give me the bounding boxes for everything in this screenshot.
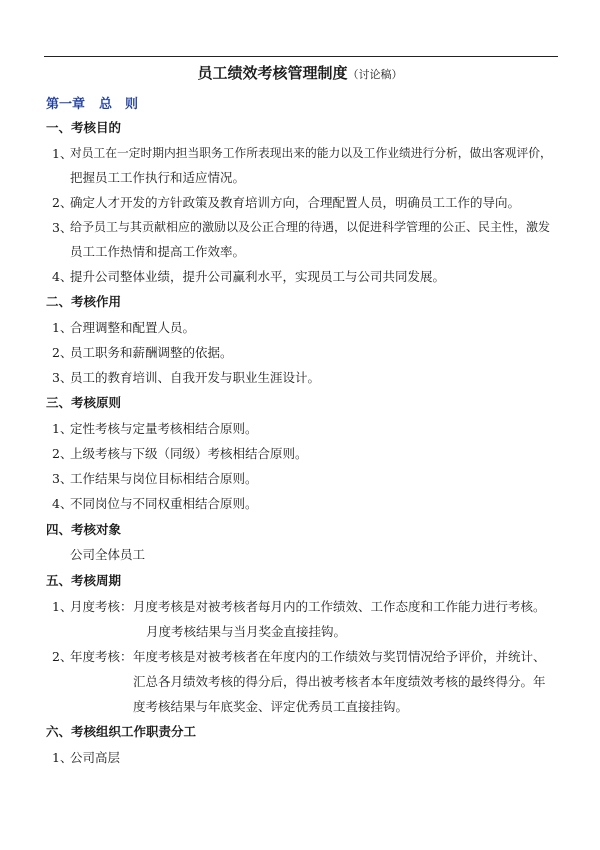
s1-item2-num: 2、 xyxy=(52,195,73,210)
s3-item4-num: 4、 xyxy=(52,496,73,511)
section-6-heading: 六、考核组织工作职责分工 xyxy=(46,724,197,739)
s1-item3-num: 3、 xyxy=(52,220,73,235)
s2-item2-num: 2、 xyxy=(52,345,73,360)
s3-item1-line1: 定性考核与定量考核相结合原则。 xyxy=(70,421,258,436)
s6-item1-num: 1、 xyxy=(52,750,73,765)
s5-item2-line3: 度考核结果与年底奖金、评定优秀员工直接挂钩。 xyxy=(133,699,409,714)
s5-item1-label: 月度考核： xyxy=(70,599,133,614)
s5-item2-label: 年度考核： xyxy=(70,649,133,664)
section-5-heading: 五、考核周期 xyxy=(46,573,122,588)
chapter-label: 第一章 xyxy=(46,97,86,112)
s1-item3-line1: 给予员工与其贡献相应的激励以及公正合理的待遇，以促进科学管理的公正、民主性，激发 xyxy=(70,220,551,234)
s3-item1-num: 1、 xyxy=(52,421,73,436)
document-title xyxy=(0,62,600,83)
s3-item4-line1: 不同岗位与不同权重相结合原则。 xyxy=(70,496,258,511)
s1-item4-line1: 提升公司整体业绩，提升公司赢利水平，实现员工与公司共同发展。 xyxy=(70,269,446,284)
section-4-heading: 四、考核对象 xyxy=(46,522,122,537)
s5-item1-line1: 月度考核是对被考核者每月内的工作绩效、工作态度和工作能力进行考核。 xyxy=(133,599,546,614)
s1-item4-num: 4、 xyxy=(52,269,73,284)
s6-item1-line1: 公司高层 xyxy=(70,750,121,765)
chapter-heading xyxy=(46,93,138,112)
s2-item1-num: 1、 xyxy=(52,320,73,335)
s4-text: 公司全体员工 xyxy=(70,547,146,562)
s1-item1-line1: 对员工在一定时期内担当职务工作所表现出来的能力以及工作业绩进行分析，做出客观评价， xyxy=(70,146,552,160)
s2-item2-line1: 员工职务和薪酬调整的依据。 xyxy=(70,345,233,360)
s1-item1-num: 1、 xyxy=(52,146,73,161)
s5-item2-line1: 年度考核是对被考核者在年度内的工作绩效与奖罚情况给予评价，并统计、 xyxy=(133,649,546,664)
header-rule xyxy=(44,56,558,57)
chapter-name: 总 则 xyxy=(99,97,139,112)
s1-item1-line2: 把握员工工作执行和适应情况。 xyxy=(70,170,246,185)
s1-item3-line2: 员工工作热情和提高工作效率。 xyxy=(70,244,246,259)
s1-item2-line1: 确定人才开发的方针政策及教育培训方向，合理配置人员，明确员工工作的导向。 xyxy=(70,195,521,210)
s5-item2-line2: 汇总各月绩效考核的得分后，得出被考核者本年度绩效考核的最终得分。年 xyxy=(133,674,546,689)
s3-item2-line1: 上级考核与下级（同级）考核相结合原则。 xyxy=(70,446,308,461)
title-text: 员工绩效考核管理制度 xyxy=(197,64,348,82)
section-2-heading: 二、考核作用 xyxy=(46,294,122,309)
s3-item3-line1: 工作结果与岗位目标相结合原则。 xyxy=(70,471,258,486)
section-3-heading: 三、考核原则 xyxy=(46,395,122,410)
section-1-heading: 一、考核目的 xyxy=(46,120,122,135)
s2-item3-num: 3、 xyxy=(52,370,73,385)
s5-item1-num: 1、 xyxy=(52,599,73,614)
title-subtitle: （讨论稿） xyxy=(347,68,403,81)
s3-item2-num: 2、 xyxy=(52,446,73,461)
s5-item2-num: 2、 xyxy=(52,649,73,664)
s2-item1-line1: 合理调整和配置人员。 xyxy=(70,320,196,335)
s3-item3-num: 3、 xyxy=(52,471,73,486)
s5-item1-line2: 月度考核结果与当月奖金直接挂钩。 xyxy=(146,624,347,639)
s2-item3-line1: 员工的教育培训、自我开发与职业生涯设计。 xyxy=(70,370,321,385)
